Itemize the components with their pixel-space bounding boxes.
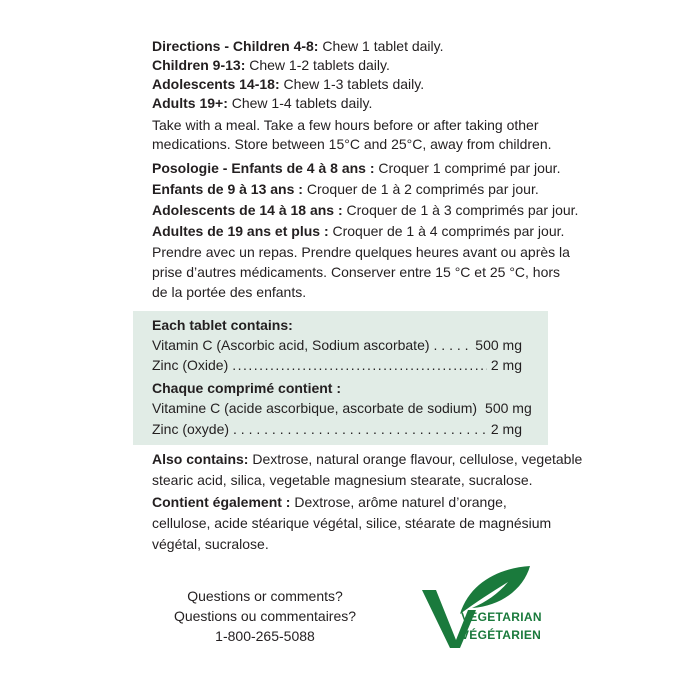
ingredient-label: Zinc (oxyde): [152, 421, 230, 437]
posologie-enfants-9-13: Enfants de 9 à 13 ans : Croquer de 1 à 2 comprimés par jour.: [152, 181, 539, 197]
directions-adolescents: Adolescents 14-18: Chew 1-3 tablets daily.: [152, 76, 425, 92]
ingredient-value: 500 mg: [475, 337, 522, 353]
ingredient-label: Vitamine C (acide ascorbique, ascorbate de sodium): [152, 400, 478, 416]
ingredient-row-zinc: [152, 356, 522, 374]
posologie-adultes: Adultes de 19 ans et plus : Croquer de 1 à 4 comprimés par jour.: [152, 223, 565, 239]
contents-heading-en: Each tablet contains:: [152, 317, 293, 333]
ingredient-value: 2 mg: [490, 357, 522, 373]
also-contains-fr-1: Contient également : Dextrose, arôme naturel d’orange,: [152, 494, 507, 510]
leader-dots: [434, 336, 472, 354]
also-contains-en-1: Also contains: Dextrose, natural orange flavour, cellulose, vegetable: [152, 451, 583, 467]
contact-question-en: Questions or comments?: [187, 588, 343, 604]
ingredient-value: 500 mg: [485, 400, 532, 416]
contact-phone: 1-800-265-5088: [215, 628, 315, 644]
directions-note-en-2: medications. Store between 15°C and 25°C, away from children.: [152, 136, 552, 152]
posologie-enfants-4-8: Posologie - Enfants de 4 à 8 ans : Croquer 1 comprimé par jour.: [152, 160, 561, 176]
ingredient-row-vitamine-c: [152, 399, 532, 417]
directions-note-fr-1: Prendre avec un repas. Prendre quelques heures avant ou après la: [152, 244, 570, 260]
directions-children-9-13: Children 9-13: Chew 1-2 tablets daily.: [152, 57, 390, 73]
directions-children-4-8: Directions - Children 4-8: Chew 1 tablet daily.: [152, 38, 444, 54]
also-contains-en-2: stearic acid, silica, vegetable magnesium stearate, sucralose.: [152, 472, 533, 488]
leader-dots: [233, 420, 487, 438]
leader-dots: [232, 356, 487, 374]
vegetarian-label-fr: VÉGÉTARIEN: [461, 628, 542, 642]
directions-note-en-1: Take with a meal. Take a few hours before or after taking other: [152, 117, 539, 133]
contents-heading-fr: Chaque comprimé contient :: [152, 380, 342, 396]
contact-question-fr: Questions ou commentaires?: [173, 608, 357, 624]
posologie-adolescents: Adolescents de 14 à 18 ans : Croquer de 1 à 3 comprimés par jour.: [152, 202, 579, 218]
directions-note-fr-2: prise d’autres médicaments. Conserver entre 15 °C et 25 °C, hors: [152, 264, 561, 280]
ingredient-value: 2 mg: [490, 421, 522, 437]
directions-note-fr-3: de la portée des enfants.: [152, 284, 307, 300]
also-contains-fr-2: cellulose, acide stéarique végétal, silice, stéarate de magnésium: [152, 515, 552, 531]
ingredient-row-vitamin-c: [152, 336, 522, 354]
ingredient-label: Zinc (Oxide): [152, 357, 229, 373]
directions-adults: Adults 19+: Chew 1-4 tablets daily.: [152, 95, 373, 111]
vegetarian-label-en: VEGETARIAN: [461, 610, 542, 624]
ingredient-row-zinc-fr: [152, 420, 522, 438]
also-contains-fr-3: végétal, sucralose.: [152, 536, 269, 552]
ingredient-label: Vitamin C (Ascorbic acid, Sodium ascorbate): [152, 337, 430, 353]
